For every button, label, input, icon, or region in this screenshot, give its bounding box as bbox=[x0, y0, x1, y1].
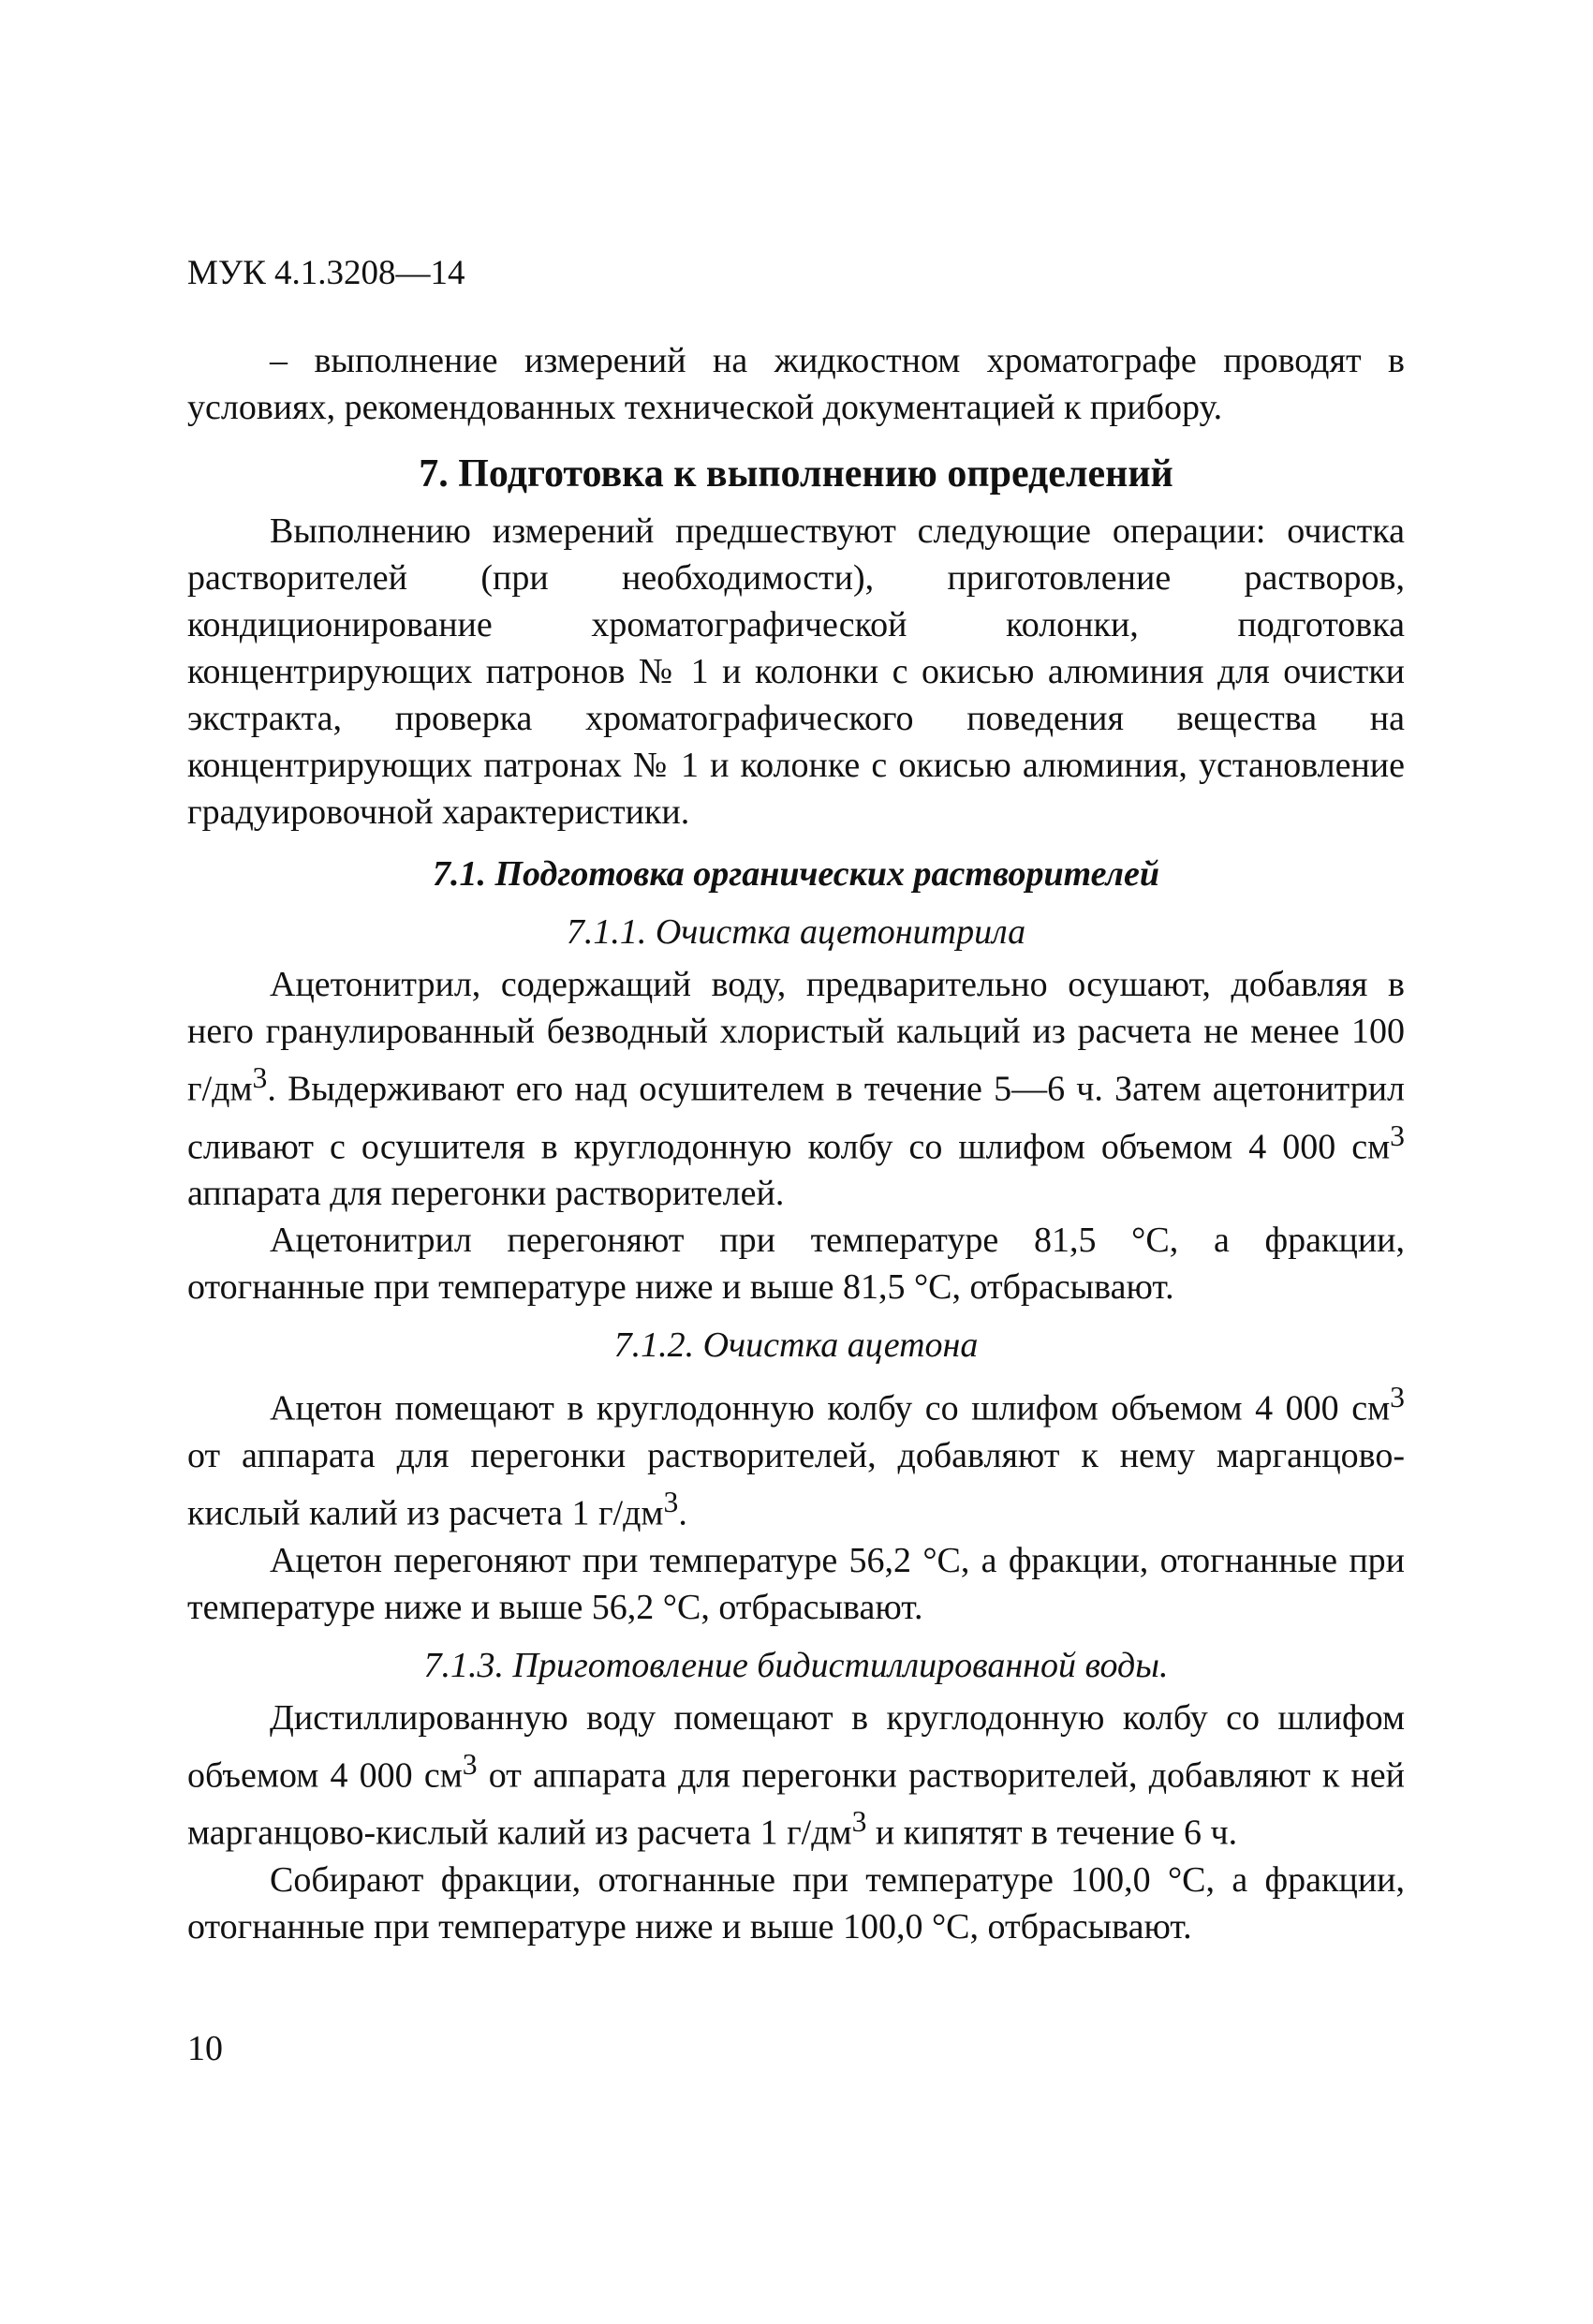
text-run: . Выдерживают его над осушителем в течение 5—6 ч. Затем ацетонитрил сливают с осушителя в круглодонную колбу со шлифом объемом 4 000 см bbox=[187, 1069, 1405, 1167]
text-run: от аппарата для перегонки растворителей, добавляют к ней марганцово-кислый калий из расчета 1 г/дм bbox=[187, 1755, 1406, 1853]
paragraph-7-1-3-a bbox=[187, 1695, 1405, 1857]
text-run: Ацетонитрил, содержащий воду, предварительно осушают, добавляя в него гранулированный безводный хлористый кальций из расчета не менее 100 г/дм bbox=[187, 965, 1405, 1109]
paragraph-7-1-2-a bbox=[187, 1374, 1405, 1536]
superscript: 3 bbox=[1390, 1118, 1405, 1152]
subsection-7-1-3-heading: 7.1.3. Приготовление бидистиллированной воды. bbox=[423, 1645, 1169, 1685]
paragraph-7-1-2-b: Ацетон перегоняют при температуре 56,2 °С, а фракции, отогнанные при температуре ниже и выше 56,2 °С, отбрасывают. bbox=[187, 1540, 1405, 1627]
text-run: от аппарата для перегонки растворителей, добавляют к нему марганцово-кислый калий из расчета 1 г/дм bbox=[187, 1435, 1405, 1533]
subsection-7-1-heading: 7.1. Подготовка органических растворителей bbox=[432, 854, 1160, 894]
superscript: 3 bbox=[663, 1485, 679, 1518]
text-run: аппарата для перегонки растворителей. bbox=[187, 1174, 785, 1214]
subsection-7-1-2-heading: 7.1.2. Очистка ацетона bbox=[613, 1325, 979, 1366]
superscript: 3 bbox=[1390, 1381, 1405, 1414]
text-run: и кипятят в течение 6 ч. bbox=[866, 1813, 1238, 1853]
section-7-paragraph: Выполнению измерений предшествуют следующие операции: очистка растворителей (при необходимости), приготовление растворов, кондиционирование хроматографической колонки, подготовка концентрирующих патронов № 1 и колонки с окисью алюминия для очистки экстракта, проверка хроматографического поведения вещества на концентрирующих патронах № 1 и колонке с окисью алюминия, установление градуировочной характеристики. bbox=[187, 511, 1405, 832]
running-header: МУК 4.1.3208—14 bbox=[187, 254, 465, 292]
paragraph-7-1-1-b: Ацетонитрил перегоняют при температуре 81,5 °С, а фракции, отогнанные при температуре ниже и выше 81,5 °С, отбрасывают. bbox=[187, 1221, 1405, 1308]
section-7-heading: 7. Подготовка к выполнению определений bbox=[419, 452, 1173, 496]
text-run: Ацетон помещают в круглодонную колбу со шлифом объемом 4 000 см bbox=[270, 1388, 1391, 1428]
superscript: 3 bbox=[462, 1747, 478, 1781]
page-body bbox=[187, 337, 1405, 1950]
subsection-7-1-1-heading: 7.1.1. Очистка ацетонитрила bbox=[566, 912, 1026, 952]
superscript: 3 bbox=[851, 1805, 867, 1839]
text-run: . bbox=[678, 1493, 687, 1533]
text-run: Дистиллированную воду помещают в круглодонную колбу со шлифом объемом 4 000 см bbox=[187, 1697, 1405, 1796]
paragraph-7-1-3-b: Собирают фракции, отогнанные при температуре 100,0 °С, а фракции, отогнанные при температуре ниже и выше 100,0 °С, отбрасывают. bbox=[187, 1859, 1405, 1947]
page-number: 10 bbox=[187, 2029, 223, 2068]
superscript: 3 bbox=[252, 1061, 268, 1094]
intro-paragraph: – выполнение измерений на жидкостном хроматографе проводят в условиях, рекомендованных технической документацией к прибору. bbox=[187, 341, 1405, 427]
paragraph-7-1-1-a bbox=[187, 961, 1405, 1217]
